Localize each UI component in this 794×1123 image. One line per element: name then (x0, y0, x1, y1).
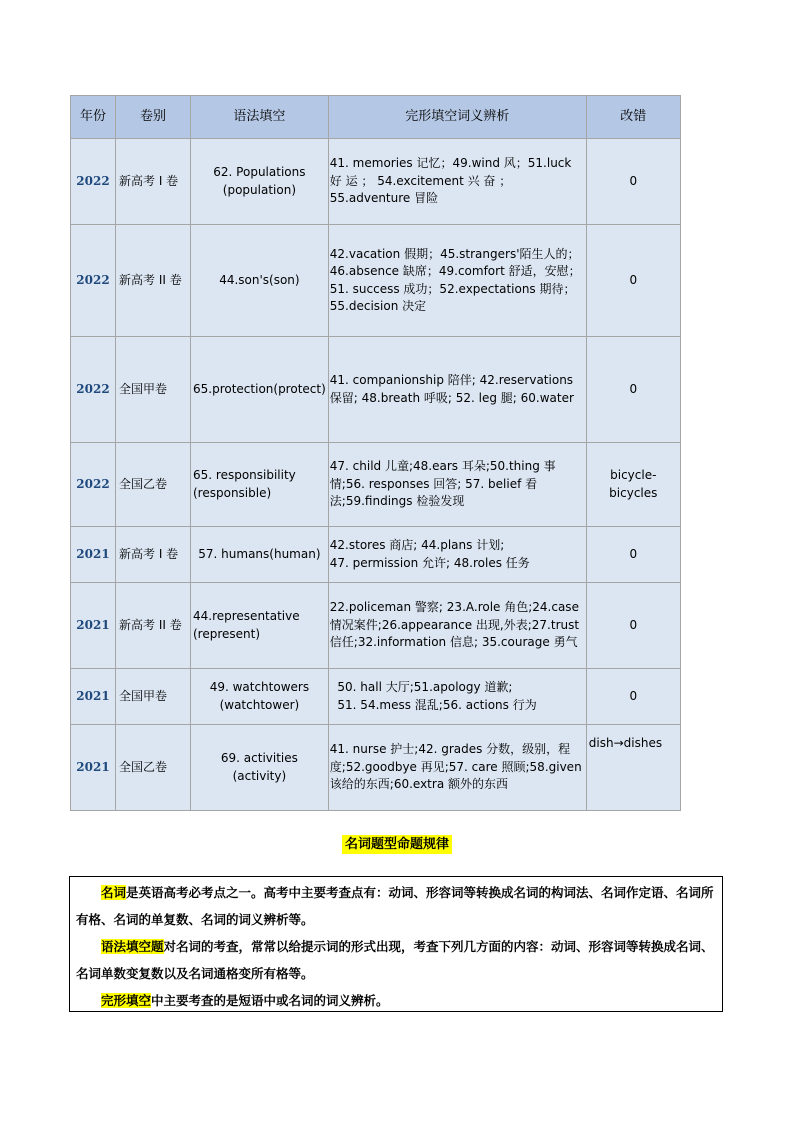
rule-paragraph (76, 933, 718, 987)
rule-highlight: 名词 (101, 885, 127, 900)
correction-cell: 0 (586, 527, 680, 583)
correction-cell: 0 (586, 139, 680, 225)
paper-cell: 全国甲卷 (116, 669, 191, 725)
grammar-cell: 49. watchtowers (watchtower) (191, 669, 329, 725)
table-row (71, 527, 681, 583)
section-title (0, 833, 794, 852)
paper-cell: 全国乙卷 (116, 443, 191, 527)
year-cell: 2022 (71, 139, 116, 225)
year-cell: 2021 (71, 583, 116, 669)
grammar-cell: 44.son's(son) (191, 225, 329, 337)
year-cell: 2021 (71, 669, 116, 725)
rule-text: 是英语高考必考点之一。高考中主要考查点有：动词、形容词等转换成名词的构词法、名词作定语、名词所有格、名词的单复数、名词的词义辨析等。 (76, 885, 714, 927)
correction-cell: 0 (586, 583, 680, 669)
rule-highlight: 完形填空 (101, 993, 152, 1008)
cloze-cell: 41. companionship 陪伴; 42.reservations 保留; 48.breath 呼吸; 52. leg 腿; 60.water (328, 337, 586, 443)
header-correction: 改错 (586, 96, 680, 139)
grammar-cell: 62. Populations (population) (191, 139, 329, 225)
section-title-text: 名词题型命题规律 (342, 835, 452, 854)
year-cell: 2022 (71, 337, 116, 443)
cloze-cell: 41. nurse 护士;42. grades 分数，级别，程度;52.goodbye 再见;57. care 照顾;58.given 该给的东西;60.extra 额外的东西 (328, 725, 586, 811)
correction-cell: dish→dishes (586, 725, 680, 811)
table-header-row (71, 96, 681, 139)
grammar-cell: 69. activities (activity) (191, 725, 329, 811)
rule-paragraph (76, 879, 718, 933)
header-year: 年份 (71, 96, 116, 139)
correction-cell: 0 (586, 669, 680, 725)
table-row (71, 139, 681, 225)
header-cloze: 完形填空词义辨析 (328, 96, 586, 139)
rule-text: 中主要考查的是短语中或名词的词义辨析。 (151, 993, 389, 1008)
rule-paragraph (76, 987, 718, 1014)
rule-highlight: 语法填空题 (101, 939, 164, 954)
year-cell: 2022 (71, 225, 116, 337)
paper-cell: 新高考 I 卷 (116, 527, 191, 583)
exam-summary-table (70, 95, 681, 811)
table-row (71, 337, 681, 443)
year-cell: 2021 (71, 725, 116, 811)
correction-cell: 0 (586, 225, 680, 337)
table-row (71, 225, 681, 337)
table-row (71, 583, 681, 669)
grammar-cell: 65. responsibility (responsible) (191, 443, 329, 527)
cloze-cell: 42.vacation 假期；45.strangers'陌生人的；46.absence 缺席；49.comfort 舒适，安慰；51. success 成功；52.expectations 期待；55.decision 决定 (328, 225, 586, 337)
rules-box (69, 876, 723, 1012)
paper-cell: 新高考 II 卷 (116, 225, 191, 337)
header-grammar: 语法填空 (191, 96, 329, 139)
paper-cell: 新高考 II 卷 (116, 583, 191, 669)
paper-cell: 全国乙卷 (116, 725, 191, 811)
correction-cell: 0 (586, 337, 680, 443)
grammar-cell: 44.representative (represent) (191, 583, 329, 669)
paper-cell: 新高考 I 卷 (116, 139, 191, 225)
header-paper: 卷别 (116, 96, 191, 139)
year-cell: 2022 (71, 443, 116, 527)
year-cell: 2021 (71, 527, 116, 583)
paper-cell: 全国甲卷 (116, 337, 191, 443)
table-row (71, 725, 681, 811)
table-row (71, 443, 681, 527)
cloze-cell: 47. child 儿童;48.ears 耳朵;50.thing 事情;56. responses 回答; 57. belief 看法;59.findings 检验发现 (328, 443, 586, 527)
correction-cell: bicycle-bicycles (586, 443, 680, 527)
cloze-cell: 50. hall 大厅;51.apology 道歉; 51. 54.mess 混乱;56. actions 行为 (328, 669, 586, 725)
grammar-cell: 57. humans(human) (191, 527, 329, 583)
grammar-cell: 65.protection(protect) (191, 337, 329, 443)
cloze-cell: 42.stores 商店; 44.plans 计划; 47. permission 允许; 48.roles 任务 (328, 527, 586, 583)
cloze-cell: 41. memories 记忆；49.wind 风；51.luck 好 运 ； 54.excitement 兴 奋 ；55.adventure 冒险 (328, 139, 586, 225)
cloze-cell: 22.policeman 警察; 23.A.role 角色;24.case 情况案件;26.appearance 出现,外表;27.trust 信任;32.information 信息; 35.courage 勇气 (328, 583, 586, 669)
table-row (71, 669, 681, 725)
rule-text: 对名词的考查，常常以给提示词的形式出现，考查下列几方面的内容：动词、形容词等转换成名词、名词单数变复数以及名词通格变所有格等。 (76, 939, 714, 981)
